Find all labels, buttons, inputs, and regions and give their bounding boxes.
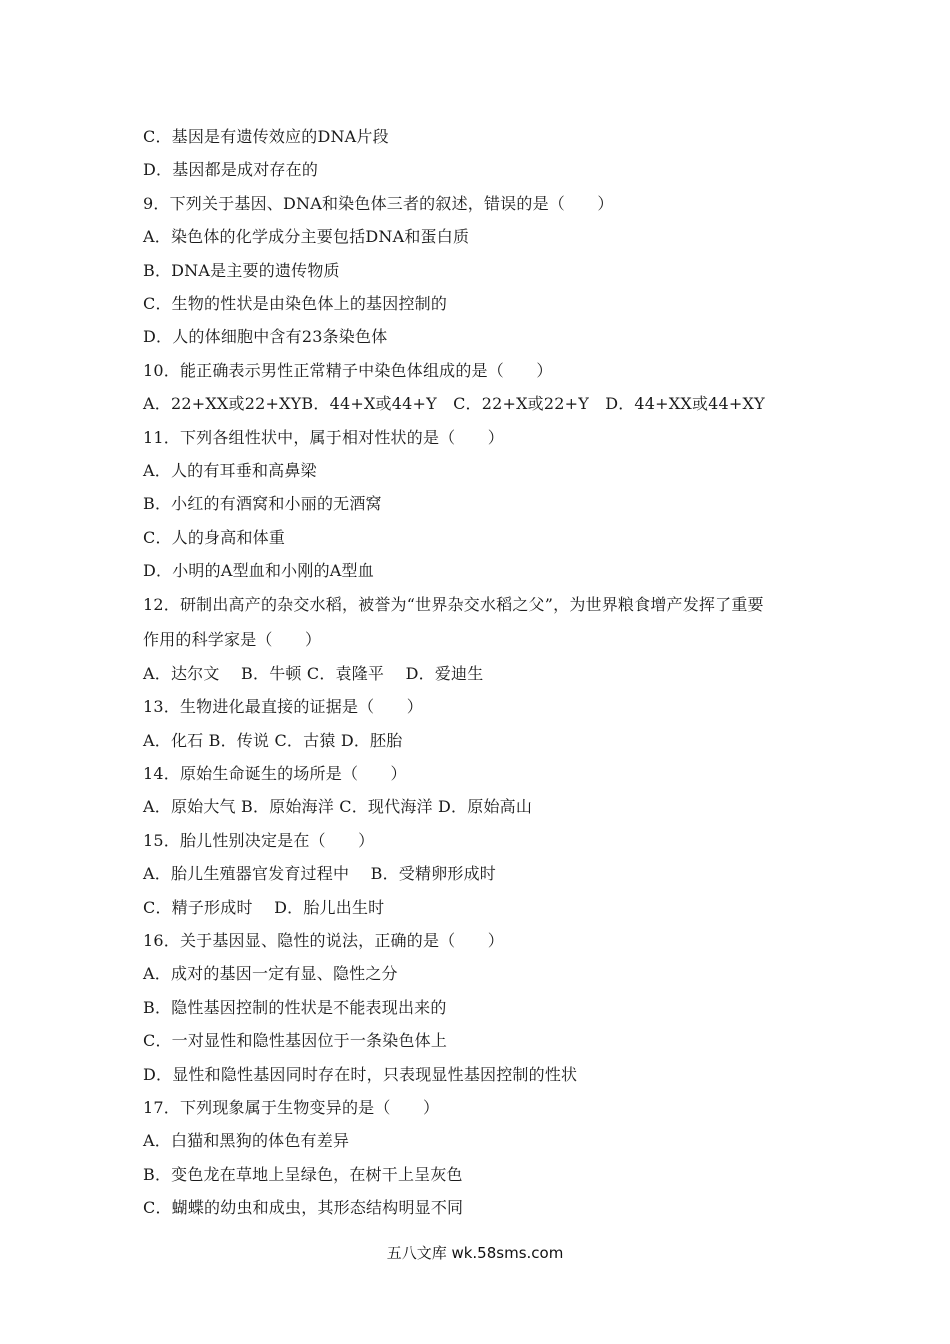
option-line: A．白猫和黑狗的体色有差异 <box>143 1131 350 1151</box>
option-line: C．基因是有遗传效应的DNA片段 <box>143 127 389 146</box>
option-line: A．化石 B．传说 C．古猿 D．胚胎 <box>143 730 403 750</box>
question-line: 17．下列现象属于生物变异的是（ ） <box>143 1097 440 1117</box>
question-line: 15．胎儿性别决定是在（ ） <box>143 830 375 850</box>
page-footer: 五八文库 wk.58sms.com <box>386 1244 564 1262</box>
question-line: 16．关于基因显、隐性的说法，正确的是（ ） <box>143 930 504 950</box>
option-line: C．生物的性状是由染色体上的基因控制的 <box>143 293 448 313</box>
option-line: C．精子形成时 D．胎儿出生时 <box>143 897 385 917</box>
question-line: 11．下列各组性状中，属于相对性状的是（ ） <box>143 427 504 447</box>
option-line: C．人的身高和体重 <box>143 527 286 547</box>
option-line: D．基因都是成对存在的 <box>143 160 319 180</box>
option-line: B．小红的有酒窝和小丽的无酒窝 <box>143 494 382 514</box>
question-line: 9．下列关于基因、DNA和染色体三者的叙述，错误的是（ ） <box>143 193 614 213</box>
option-line: A．22+XX或22+XYB．44+X或44+Y C．22+X或22+Y D．44+XX或44+XY <box>143 394 765 414</box>
option-line: B．变色龙在草地上呈绿色，在树干上呈灰色 <box>143 1164 463 1184</box>
option-line: B．隐性基因控制的性状是不能表现出来的 <box>143 997 447 1017</box>
question-line: 10．能正确表示男性正常精子中染色体组成的是（ ） <box>143 360 553 380</box>
question-line: 13．生物进化最直接的证据是（ ） <box>143 697 423 717</box>
option-line: D．人的体细胞中含有23条染色体 <box>143 327 388 347</box>
option-line: A．人的有耳垂和高鼻梁 <box>143 460 317 480</box>
option-line: C．蝴蝶的幼虫和成虫，其形态结构明显不同 <box>143 1198 464 1218</box>
question-line: 14．原始生命诞生的场所是（ ） <box>143 764 407 784</box>
option-line: D．小明的A型血和小刚的A型血 <box>143 561 374 581</box>
option-line: D．显性和隐性基因同时存在时，只表现显性基因控制的性状 <box>143 1064 578 1084</box>
option-line: A．原始大气 B．原始海洋 C．现代海洋 D．原始高山 <box>143 797 533 817</box>
option-line: A．成对的基因一定有显、隐性之分 <box>143 964 398 984</box>
question-line: 12．研制出高产的杂交水稻，被誉为“世界杂交水稻之父”，为世界粮食增产发挥了重要 <box>143 595 764 615</box>
option-line: C．一对显性和隐性基因位于一条染色体上 <box>143 1031 448 1051</box>
option-line: A．达尔文 B．牛顿 C．袁隆平 D．爱迪生 <box>143 663 484 683</box>
document-body <box>143 120 823 1225</box>
option-line: A．胎儿生殖器官发育过程中 B．受精卵形成时 <box>143 864 496 884</box>
option-line: A．染色体的化学成分主要包括DNA和蛋白质 <box>143 227 470 247</box>
option-line: B．DNA是主要的遗传物质 <box>143 260 340 280</box>
question-line-continued: 作用的科学家是（ ） <box>143 630 322 650</box>
